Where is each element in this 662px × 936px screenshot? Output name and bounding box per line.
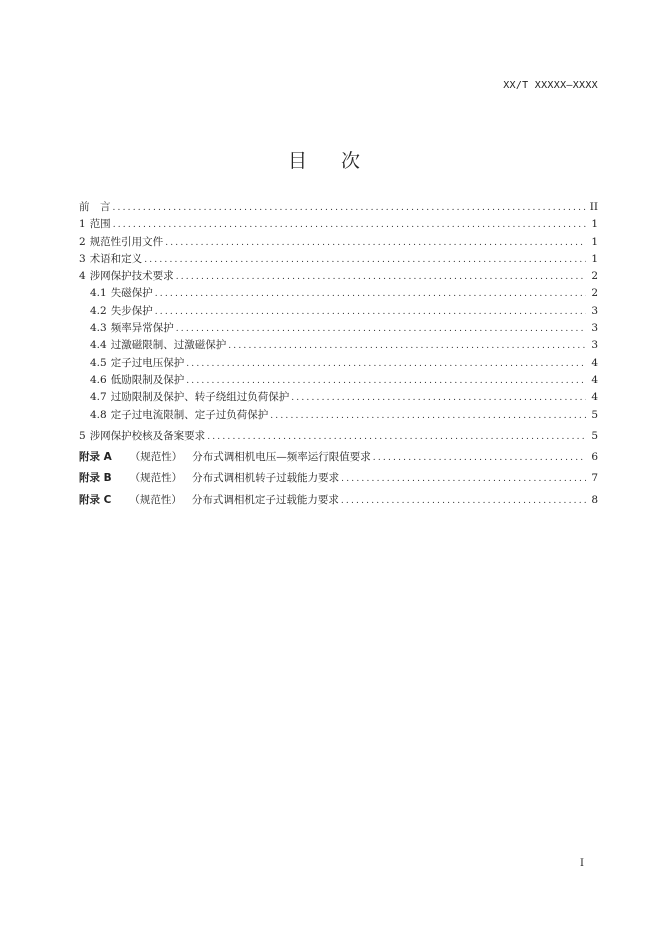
toc-page: 1 (591, 252, 598, 265)
toc-item-2[interactable] (79, 234, 598, 251)
toc-page: 5 (591, 408, 598, 421)
toc-label: 过激磁限制、过激磁保护 (110, 339, 227, 352)
toc-item-5[interactable] (79, 428, 598, 445)
toc-page: 1 (591, 235, 598, 248)
toc-page: 6 (591, 451, 598, 464)
toc-label: 分布式调相机电压—频率运行限值要求 (192, 451, 371, 464)
toc-label: 失磁保护 (110, 287, 153, 300)
toc-number: 4.6 (90, 373, 107, 386)
toc-leader (165, 235, 586, 252)
toc-item-4-2[interactable] (79, 303, 598, 320)
page-title: 目 次 (287, 150, 375, 172)
toc-page: 4 (591, 373, 598, 386)
appendix-qualifier: （规范性） (129, 472, 183, 485)
page-number: I (580, 858, 584, 869)
toc-number: 1 (79, 218, 86, 231)
toc-item-4-8[interactable] (79, 407, 598, 424)
toc-item-3[interactable] (79, 251, 598, 268)
toc-leader (155, 286, 586, 303)
toc-number: 4 (79, 270, 86, 283)
toc-number: 4.5 (90, 356, 107, 369)
toc-page: 3 (591, 339, 598, 352)
toc-item-4-7[interactable] (79, 389, 598, 406)
toc-label: 涉网保护技术要求 (89, 270, 174, 283)
toc-item-4[interactable] (79, 268, 598, 285)
toc-leader (228, 338, 586, 355)
toc-item-1[interactable] (79, 216, 598, 233)
toc-page: 5 (591, 429, 598, 442)
toc-label: 定子过电流限制、定子过负荷保护 (110, 408, 269, 421)
toc-leader (113, 217, 586, 234)
toc-number: 4.7 (90, 391, 107, 404)
toc-label: 分布式调相机转子过载能力要求 (192, 472, 340, 485)
toc-item-4-4[interactable] (79, 337, 598, 354)
toc-page: 7 (591, 472, 598, 485)
appendix-qualifier: （规范性） (129, 451, 183, 464)
toc-leader (155, 304, 586, 321)
toc-item-appendix-b[interactable] (79, 470, 598, 487)
appendix-tag: 附录 C (79, 493, 112, 506)
toc-page: 3 (591, 304, 598, 317)
toc-item-4-5[interactable] (79, 355, 598, 372)
toc-leader (270, 408, 586, 425)
toc-page: 1 (591, 218, 598, 231)
toc-page: 4 (591, 391, 598, 404)
toc-item-4-3[interactable] (79, 320, 598, 337)
toc-label: 频率异常保护 (110, 322, 174, 335)
toc-label: 前 言 (79, 201, 111, 213)
appendix-qualifier: （规范性） (129, 493, 182, 506)
toc-number: 4.4 (90, 339, 107, 352)
toc-number: 3 (79, 252, 86, 265)
appendix-tag: 附录 A (79, 451, 112, 464)
toc-item-4-6[interactable] (79, 372, 598, 389)
toc-label: 低励限制及保护 (110, 373, 185, 386)
toc-item-foreword[interactable] (79, 199, 598, 216)
toc-leader (113, 200, 587, 217)
toc-label: 术语和定义 (89, 252, 143, 265)
table-of-contents (79, 199, 598, 509)
toc-leader (291, 390, 586, 407)
toc-page: 8 (591, 493, 598, 506)
toc-page: 2 (591, 287, 598, 300)
toc-page: 4 (591, 356, 598, 369)
toc-item-appendix-a[interactable] (79, 449, 598, 466)
toc-leader (186, 356, 586, 373)
toc-item-appendix-c[interactable] (79, 492, 598, 509)
toc-label: 过励限制及保护、转子绕组过负荷保护 (110, 391, 290, 404)
toc-leader (341, 471, 586, 488)
toc-leader (186, 373, 586, 390)
toc-label: 定子过电压保护 (110, 356, 185, 369)
toc-page: 3 (591, 322, 598, 335)
toc-leader (176, 269, 586, 286)
toc-leader (144, 252, 586, 269)
toc-number: 4.8 (90, 408, 107, 421)
toc-leader (341, 493, 586, 510)
toc-number: 4.2 (90, 304, 107, 317)
toc-number: 4.3 (90, 322, 107, 335)
toc-label: 规范性引用文件 (89, 235, 164, 248)
toc-page: II (589, 201, 598, 213)
toc-leader (176, 321, 586, 338)
toc-item-4-1[interactable] (79, 285, 598, 302)
toc-label: 分布式调相机定子过载能力要求 (191, 493, 339, 506)
standard-code: XX/T XXXXX—XXXX (503, 80, 598, 91)
toc-label: 范围 (89, 218, 111, 231)
toc-leader (207, 429, 586, 446)
toc-number: 5 (79, 429, 86, 442)
toc-number: 2 (79, 235, 86, 248)
toc-label: 涉网保护校核及备案要求 (89, 429, 206, 442)
appendix-tag: 附录 B (79, 472, 112, 485)
toc-leader (373, 450, 586, 467)
toc-number: 4.1 (90, 287, 107, 300)
toc-label: 失步保护 (110, 304, 153, 317)
toc-page: 2 (591, 270, 598, 283)
